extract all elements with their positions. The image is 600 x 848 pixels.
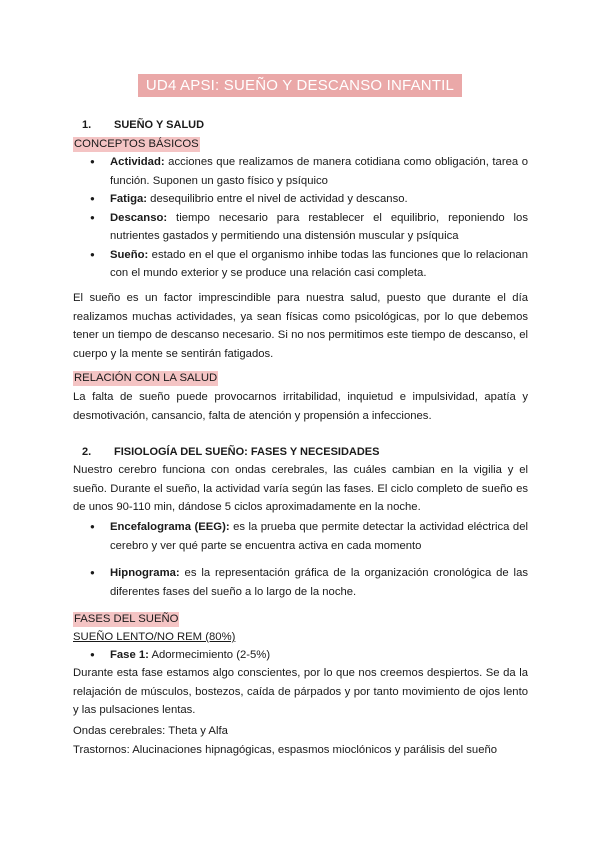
title-banner	[0, 74, 600, 97]
definition: estado en el que el organismo inhibe todas las funciones que lo relacionan con el mundo exterior y se produce una relación casi completa.	[110, 248, 528, 279]
concepts-list	[73, 153, 528, 283]
definition: acciones que realizamos de manera cotidiana como obligación, tarea o función. Suponen un gasto físico y psíquico	[110, 156, 528, 187]
definition: es la prueba que permite detectar la actividad eléctrica del cerebro y ver qué parte se encuentra activa en cada momento	[110, 521, 528, 552]
section-2-title: FISIOLOGÍA DEL SUEÑO: FASES Y NECESIDADES	[114, 446, 380, 458]
phase-1-paragraph: Durante esta fase estamos algo conscientes, por lo que nos creemos despiertos. Se da la relajación de músculos, bostezos, caída de párpados y por tanto movimiento de ojos lento y las pulsaciones lentas.	[73, 667, 528, 716]
list-item	[73, 646, 528, 665]
section-1-number: 1.	[82, 119, 92, 131]
term: Fatiga:	[110, 193, 148, 205]
subheading-sueno-lento-label: SUEÑO LENTO/NO REM (80%)	[73, 631, 236, 643]
list-item	[73, 153, 528, 190]
phase-list	[73, 646, 528, 665]
document-title: UD4 APSI: SUEÑO Y DESCANSO INFANTIL	[138, 74, 462, 97]
list-item	[73, 190, 528, 209]
section-2-number: 2.	[82, 446, 92, 458]
term: Encefalograma (EEG):	[110, 521, 230, 533]
health-relation-paragraph: La falta de sueño puede provocarnos irritabilidad, inquietud e impulsividad, apatía y desmotivación, cansancio, falta de atención y propensión a infecciones.	[73, 391, 528, 422]
definition: tiempo necesario para restablecer el equilibrio, reponiendo los nutrientes gastados y permitiendo una distensión muscular y psíquica	[110, 211, 528, 242]
subheading-relacion	[73, 369, 528, 388]
eeg-item-list	[73, 518, 528, 555]
disorders-line: Trastornos: Alucinaciones hipnagógicas, espasmos mioclónicos y parálisis del sueño	[73, 744, 498, 756]
section-2-heading	[73, 443, 528, 462]
sleep-health-paragraph: El sueño es un factor imprescindible para nuestra salud, puesto que durante el día realizamos muchas actividades, ya sean físicas como psicológicas, por lo que debemos tener un tiempo de descanso necesario. Si no nos permitimos este tiempo de descanso, el cuerpo y la mente se sentirán fatigados.	[73, 292, 528, 360]
hypnogram-item-list	[73, 564, 528, 601]
term: Sueño:	[110, 248, 149, 261]
list-item	[73, 518, 528, 555]
list-item	[73, 564, 528, 601]
section-1-title: SUEÑO Y SALUD	[114, 119, 205, 131]
subheading-conceptos	[73, 135, 528, 154]
brain-waves-line: Ondas cerebrales: Theta y Alfa	[73, 725, 228, 737]
subheading-fases-label: FASES DEL SUEÑO	[74, 613, 179, 625]
term: Descanso:	[110, 211, 168, 224]
definition: desequilibrio entre el nivel de actividad y descanso.	[147, 193, 408, 205]
subheading-sueno-lento	[73, 628, 528, 647]
definition: Adormecimiento (2-5%)	[148, 649, 271, 661]
list-item	[73, 246, 528, 283]
definition: es la representación gráfica de la organización cronológica de las diferentes fases del sueño a lo largo de la noche.	[110, 567, 528, 598]
list-item	[73, 209, 528, 246]
term: Fase 1:	[110, 649, 149, 661]
term: Hipnograma:	[110, 567, 180, 579]
physiology-paragraph: Nuestro cerebro funciona con ondas cerebrales, las cuáles cambian en la vigilia y el sueño. Durante el sueño, la actividad varía según las fases. El ciclo completo de sueño es de unos 90-110 min, dándose 5 ciclos aproximadamente en la noche.	[73, 464, 528, 513]
subheading-fases	[73, 610, 528, 629]
term: Actividad:	[110, 156, 165, 168]
section-1-heading	[73, 116, 528, 135]
subheading-relacion-label: RELACIÓN CON LA SALUD	[74, 372, 218, 384]
subheading-conceptos-label: CONCEPTOS BÁSICOS	[74, 138, 199, 150]
